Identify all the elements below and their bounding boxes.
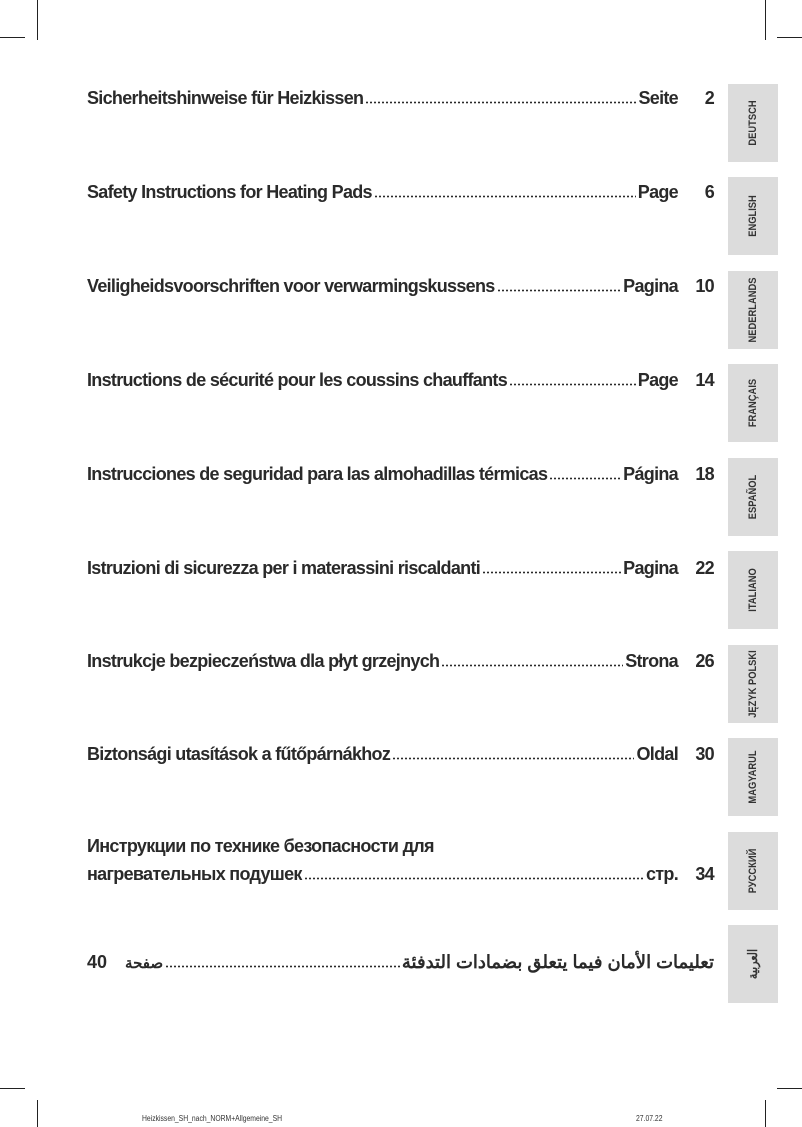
page-number: 22	[695, 558, 714, 578]
tab-label: РУССКИЙ	[747, 848, 759, 894]
crop-mark	[777, 1088, 802, 1089]
page-word: Page	[637, 182, 678, 202]
page-number: 40	[87, 952, 108, 972]
crop-mark	[37, 1100, 38, 1127]
toc-title: Safety Instructions for Heating Pads	[87, 182, 372, 202]
page-word: Pagina	[623, 276, 678, 296]
toc-entry-magyarul[interactable]	[87, 742, 714, 766]
page-number: 14	[695, 370, 714, 390]
dot-leader	[392, 757, 634, 760]
tab-deutsch[interactable]	[728, 84, 778, 162]
tab-label: NEDERLANDS	[747, 277, 759, 343]
footer-date: 27.07.22	[636, 1114, 663, 1123]
tab-label: العربية	[745, 948, 760, 980]
page-word: Seite	[638, 88, 678, 108]
page-word: Strona	[625, 651, 678, 671]
toc-entry-polski[interactable]	[87, 649, 714, 673]
page-number: 10	[695, 276, 714, 296]
toc-entry-russian[interactable]	[87, 862, 714, 886]
dot-leader	[497, 289, 622, 292]
page-word: Page	[637, 370, 678, 390]
toc-title: Instrucciones de seguridad para las almohadillas térmicas	[87, 464, 548, 484]
dot-leader	[549, 477, 621, 480]
page-number: 18	[695, 464, 714, 484]
page-word: стр.	[645, 864, 678, 884]
toc-entry-francais[interactable]	[87, 368, 714, 392]
tab-label: ITALIANO	[747, 568, 759, 612]
toc-title: Sicherheitshinweise für Heizkissen	[87, 88, 364, 108]
dot-leader	[509, 383, 636, 386]
tab-russian[interactable]	[728, 832, 778, 910]
toc-title: تعليمات الأمان فيما يتعلق بضمادات التدفئة	[401, 952, 714, 972]
tab-magyarul[interactable]	[728, 738, 778, 816]
toc-entry-espanol[interactable]	[87, 462, 714, 486]
page-number: 34	[695, 864, 714, 884]
footer-filename: Heizkissen_SH_nach_NORM+Allgemeine_SH	[142, 1114, 283, 1123]
crop-mark	[0, 1088, 25, 1089]
tab-italiano[interactable]	[728, 551, 778, 629]
page-number: 30	[695, 744, 714, 764]
crop-mark	[777, 37, 802, 38]
dot-leader	[482, 571, 621, 574]
tab-francais[interactable]	[728, 364, 778, 442]
crop-mark	[765, 0, 766, 40]
tab-label: MAGYARUL	[747, 750, 759, 804]
dot-leader	[441, 664, 623, 667]
page-word: صفحة	[125, 955, 164, 972]
crop-mark	[765, 1100, 766, 1127]
toc-entry-italiano[interactable]	[87, 556, 714, 580]
dot-leader	[165, 965, 400, 968]
crop-mark	[37, 0, 38, 40]
page-number: 2	[704, 88, 714, 108]
dot-leader	[304, 877, 644, 880]
toc-title: Istruzioni di sicurezza per i materassini riscaldanti	[87, 558, 481, 578]
toc-title: нагревательных подушек	[87, 864, 302, 884]
toc-title: Biztonsági utasítások a fűtőpárnákhoz	[87, 744, 391, 764]
toc-title: Veiligheidsvoorschriften voor verwarmingskussens	[87, 276, 495, 296]
dot-leader	[365, 101, 636, 104]
tab-english[interactable]	[728, 177, 778, 255]
toc-title-line1: Инструкции по технике безопасности для	[87, 836, 434, 856]
tab-label: ENGLISH	[747, 195, 759, 237]
toc-entry-arabic[interactable]	[87, 950, 714, 974]
tab-arabic[interactable]	[728, 925, 778, 1003]
page-number: 6	[704, 182, 714, 202]
tab-espanol[interactable]	[728, 458, 778, 536]
page-word: Pagina	[623, 558, 678, 578]
toc-title: Instrukcje bezpieczeństwa dla płyt grzejnych	[87, 651, 440, 671]
page-word: Página	[623, 464, 678, 484]
tab-label: DEUTSCH	[747, 100, 759, 146]
page-number: 26	[695, 651, 714, 671]
crop-mark	[0, 37, 25, 38]
tab-label: FRANÇAIS	[747, 378, 759, 428]
toc-title: Instructions de sécurité pour les coussins chauffants	[87, 370, 508, 390]
tab-label: JĘZYK POLSKI	[747, 650, 759, 718]
tab-nederlands[interactable]	[728, 271, 778, 349]
tab-polski[interactable]	[728, 645, 778, 723]
page-word: Oldal	[636, 744, 678, 764]
tab-label: ESPAÑOL	[747, 474, 759, 520]
toc-entry-nederlands[interactable]	[87, 274, 714, 298]
toc-entry-deutsch[interactable]	[87, 86, 714, 110]
dot-leader	[374, 195, 636, 198]
toc-entry-english[interactable]	[87, 180, 714, 204]
